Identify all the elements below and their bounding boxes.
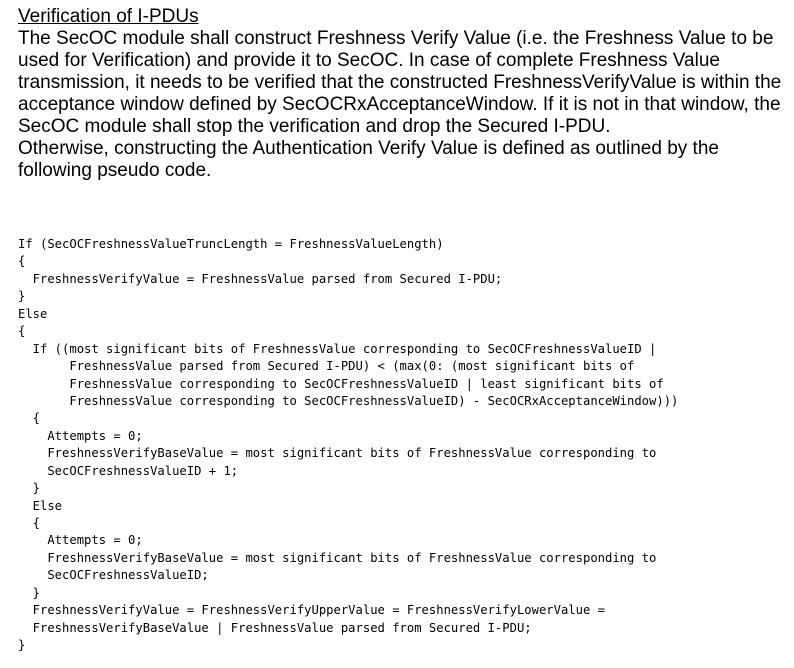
- code-line: {: [18, 324, 26, 339]
- code-line: Else: [18, 498, 63, 513]
- code-line: }: [18, 638, 26, 653]
- code-line: FreshnessValue parsed from Secured I-PDU) < (max(0: (most significant bits of: [18, 359, 635, 374]
- code-line: SecOCFreshnessValueID + 1;: [18, 463, 239, 478]
- code-line: FreshnessVerifyValue = FreshnessValue parsed from Secured I-PDU;: [18, 271, 503, 286]
- code-line: }: [18, 585, 41, 600]
- code-line: FreshnessValue corresponding to SecOCFreshnessValueID | least significant bits of: [18, 376, 664, 391]
- code-line: {: [18, 411, 41, 426]
- code-line: Attempts = 0;: [18, 533, 143, 548]
- code-line: SecOCFreshnessValueID;: [18, 568, 209, 583]
- code-line: }: [18, 481, 41, 496]
- code-line: Else: [18, 306, 48, 321]
- code-line: {: [18, 254, 26, 269]
- code-line: Attempts = 0;: [18, 428, 143, 443]
- code-line: FreshnessValue corresponding to SecOCFreshnessValueID) - SecOCRxAcceptanceWindow))): [18, 393, 679, 408]
- code-line: }: [18, 289, 26, 304]
- code-line: FreshnessVerifyBaseValue = most significant bits of FreshnessValue corresponding to: [18, 446, 657, 461]
- code-line: FreshnessVerifyBaseValue | FreshnessValue parsed from Secured I-PDU;: [18, 620, 532, 635]
- paragraph-verification: The SecOC module shall construct Freshness Verify Value (i.e. the Freshness Value to be used for Verification) and provide it to SecOC. In case of complete Freshness Value transmission, it needs to be verified that the constructed FreshnessVerifyValue is within the acceptance window defined by SecOCRxAcceptanceWindow. If it is not in that window, the SecOC module shall stop the verification and drop the Secured I-PDU.: [18, 28, 782, 137]
- code-line: FreshnessVerifyValue = FreshnessVerifyUpperValue = FreshnessVerifyLowerValue =: [18, 603, 605, 618]
- document-section: [18, 6, 788, 182]
- code-line: If ((most significant bits of FreshnessValue corresponding to SecOCFreshnessValueID |: [18, 341, 657, 356]
- pseudo-code-block: [18, 236, 678, 655]
- paragraph-pseudo-code-intro: Otherwise, constructing the Authentication Verify Value is defined as outlined by the following pseudo code.: [18, 138, 719, 181]
- code-line: FreshnessVerifyBaseValue = most significant bits of FreshnessValue corresponding to: [18, 550, 657, 565]
- code-line: If (SecOCFreshnessValueTruncLength = FreshnessValueLength): [18, 237, 444, 251]
- section-heading: Verification of I-PDUs: [18, 6, 199, 27]
- code-line: {: [18, 516, 41, 530]
